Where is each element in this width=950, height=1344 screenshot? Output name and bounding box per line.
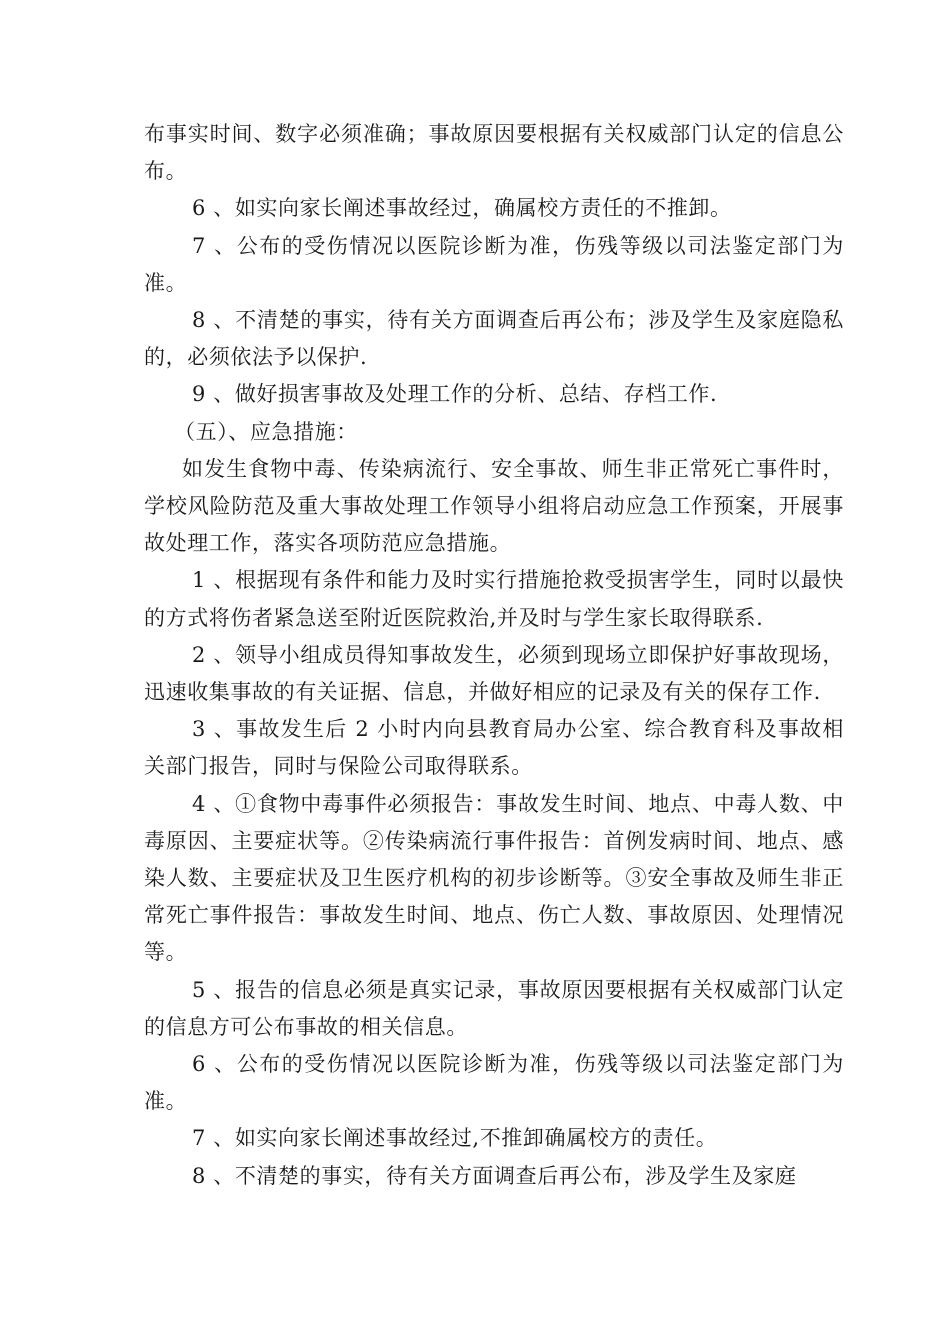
paragraph-measure-6: 6 、公布的受伤情况以医院诊断为准，伤残等级以司法鉴定部门为准。 xyxy=(144,1052,844,1114)
document-body xyxy=(144,116,844,1195)
paragraph-emergency-intro: 如发生食物中毒、传染病流行、安全事故、师生非正常死亡事件时，学校风险防范及重大事故处理工作领导小组将启动应急工作预案，开展事故处理工作，落实各项防范应急措施。 xyxy=(144,456,844,556)
paragraph-item-6: 6 、如实向家长阐述事故经过，确属校方责任的不推卸。 xyxy=(192,196,732,221)
paragraph-measure-2: 2 、领导小组成员得知事故发生，必须到现场立即保护好事故现场，迅速收集事故的有关证据、信息，并做好相应的记录及有关的保存工作. xyxy=(144,642,844,705)
paragraph-continuation: 布事实时间、数字必须准确；事故原因要根据有关权威部门认定的信息公布。 xyxy=(144,122,844,184)
section-heading-emergency-measures: （五）、应急措施： xyxy=(174,419,358,444)
paragraph-measure-1: 1 、根据现有条件和能力及时实行措施抢救受损害学生，同时以最快的方式将伤者紧急送至附近医院救治,并及时与学生家长取得联系. xyxy=(144,568,844,630)
paragraph-measure-4: 4 、①食物中毒事件必须报告：事故发生时间、地点、中毒人数、中毒原因、主要症状等。②传染病流行事件报告：首例发病时间、地点、感染人数、主要症状及卫生医疗机构的初步诊断等。③安全事故及师生非正常死亡事件报告：事故发生时间、地点、伤亡人数、事故原因、处理情况等。 xyxy=(144,791,844,965)
paragraph-measure-7: 7 、如实向家长阐述事故经过,不推卸确属校方的责任。 xyxy=(192,1126,718,1151)
paragraph-measure-3: 3 、事故发生后 2 小时内向县教育局办公室、综合教育科及事故相关部门报告，同时与保险公司取得联系。 xyxy=(144,717,844,779)
paragraph-measure-8: 8 、不清楚的事实，待有关方面调查后再公布，涉及学生及家庭 xyxy=(192,1163,797,1188)
paragraph-item-7: 7 、公布的受伤情况以医院诊断为准，伤残等级以司法鉴定部门为准。 xyxy=(144,233,844,295)
paragraph-measure-5: 5 、报告的信息必须是真实记录，事故原因要根据有关权威部门认定的信息方可公布事故的相关信息。 xyxy=(144,977,844,1039)
paragraph-item-8: 8 、不清楚的事实，待有关方面调查后再公布；涉及学生及家庭隐私的，必须依法予以保护. xyxy=(144,308,844,370)
paragraph-item-9: 9 、做好损害事故及处理工作的分析、总结、存档工作. xyxy=(192,382,718,407)
